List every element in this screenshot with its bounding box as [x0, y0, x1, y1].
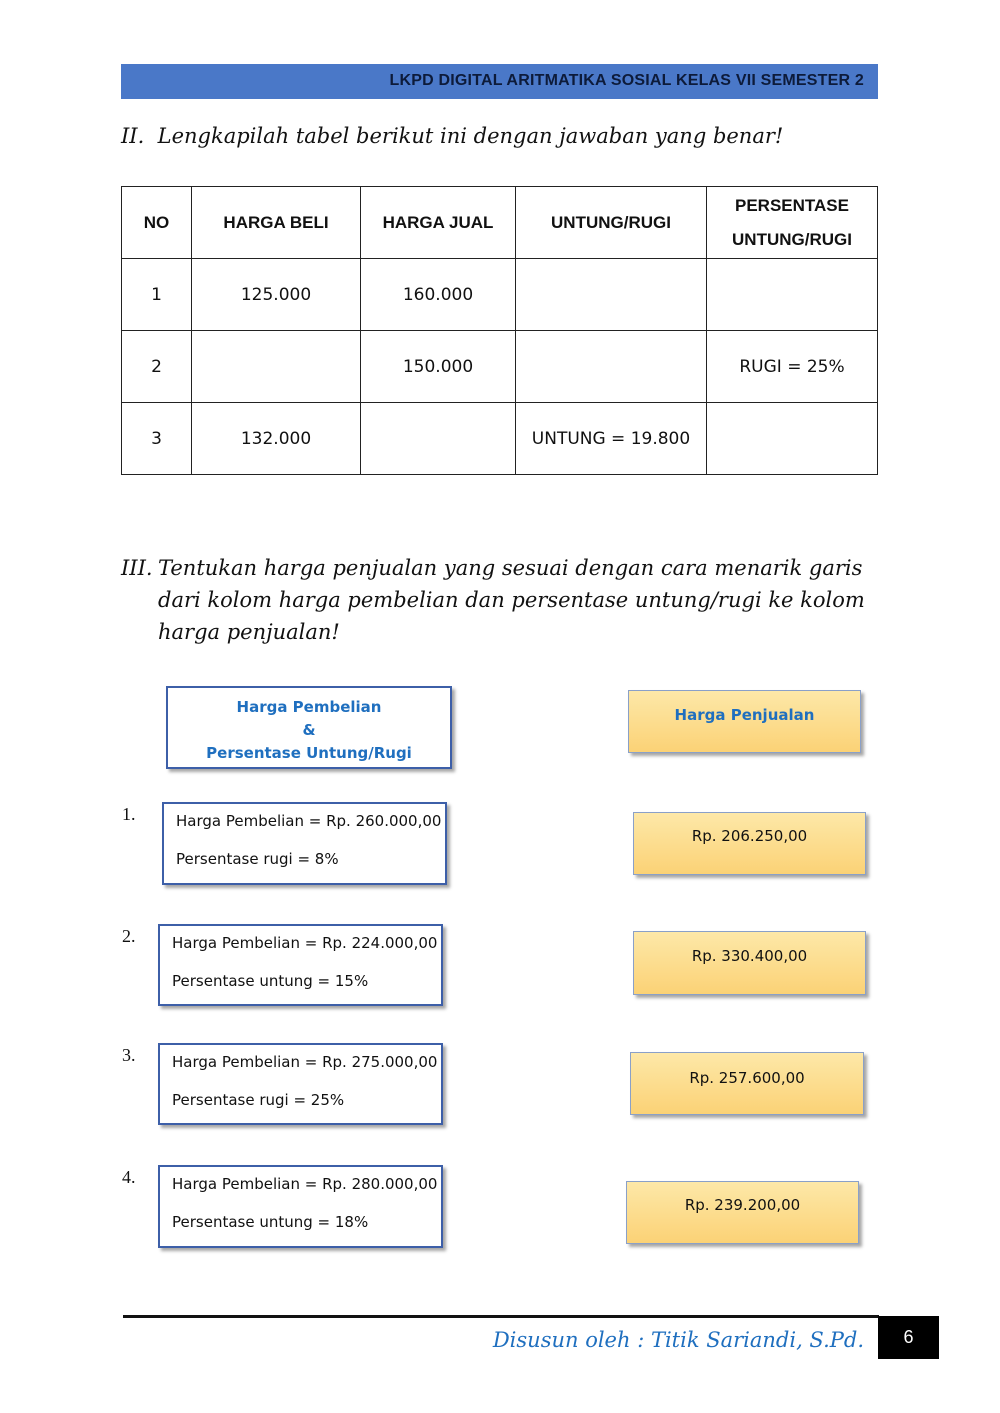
cell: 3: [122, 403, 192, 475]
purchase-box-1[interactable]: [162, 802, 447, 885]
table-header-row: [122, 187, 878, 259]
answer-cell[interactable]: [707, 403, 878, 475]
purchase-header-box: [166, 686, 452, 769]
cell: 2: [122, 331, 192, 403]
section-3-line: Tentukan harga penjualan yang sesuai dengan cara menarik garis: [158, 556, 863, 580]
percentage: Persentase untung = 18%: [172, 1213, 369, 1231]
col-harga-beli: HARGA BELI: [192, 187, 361, 259]
cell: 160.000: [361, 259, 516, 331]
footer-divider: [123, 1315, 879, 1318]
item-number: 1.: [122, 804, 136, 824]
answer-cell[interactable]: [516, 331, 707, 403]
answer-cell[interactable]: [707, 259, 878, 331]
table-row: [122, 259, 878, 331]
purchase-header-line: Persentase Untung/Rugi: [206, 744, 412, 762]
purchase-header-line: &: [302, 721, 316, 739]
purchase-box-2[interactable]: [158, 924, 443, 1006]
col-persentase-line1: PERSENTASE: [735, 195, 849, 215]
col-persentase-line2: UNTUNG/RUGI: [732, 229, 852, 249]
purchase-price: Harga Pembelian = Rp. 275.000,00: [172, 1053, 438, 1071]
section-3-line: dari kolom harga pembelian dan persentase untung/rugi ke kolom: [158, 588, 865, 612]
percentage: Persentase rugi = 25%: [172, 1091, 345, 1109]
page-number: 6: [878, 1316, 939, 1359]
col-persentase: [707, 187, 878, 259]
answer-table: [121, 186, 878, 475]
section-2-title: [121, 120, 783, 152]
answer-box-2[interactable]: Rp. 330.400,00: [633, 931, 866, 995]
answer-box-4[interactable]: Rp. 239.200,00: [626, 1181, 859, 1244]
purchase-price: Harga Pembelian = Rp. 260.000,00: [176, 812, 442, 830]
answer-cell[interactable]: [361, 403, 516, 475]
header-bar: [121, 64, 878, 99]
section-2-text: Lengkapilah tabel berikut ini dengan jawaban yang benar!: [157, 124, 784, 148]
purchase-box-3[interactable]: [158, 1043, 443, 1125]
percentage: Persentase untung = 15%: [172, 972, 369, 990]
section-3-number: III.: [121, 556, 153, 580]
cell: 150.000: [361, 331, 516, 403]
col-untung-rugi: UNTUNG/RUGI: [516, 187, 707, 259]
footer-author: Disusun oleh : Titik Sariandi, S.Pd.: [492, 1328, 864, 1352]
col-no: NO: [122, 187, 192, 259]
cell: 1: [122, 259, 192, 331]
purchase-price: Harga Pembelian = Rp. 280.000,00: [172, 1175, 438, 1193]
item-number: 3.: [122, 1045, 136, 1065]
purchase-box-4[interactable]: [158, 1165, 443, 1248]
col-harga-jual: HARGA JUAL: [361, 187, 516, 259]
selling-header-box: Harga Penjualan: [628, 690, 861, 753]
cell: RUGI = 25%: [707, 331, 878, 403]
purchase-price: Harga Pembelian = Rp. 224.000,00: [172, 934, 438, 952]
answer-box-3[interactable]: Rp. 257.600,00: [630, 1052, 864, 1115]
item-number: 4.: [122, 1167, 136, 1187]
table-row: [122, 331, 878, 403]
section-3-line: harga penjualan!: [158, 620, 340, 644]
header-title: LKPD DIGITAL ARITMATIKA SOSIAL KELAS VII SEMESTER 2: [389, 72, 864, 89]
cell: UNTUNG = 19.800: [516, 403, 707, 475]
answer-cell[interactable]: [516, 259, 707, 331]
cell: 132.000: [192, 403, 361, 475]
purchase-header-line: Harga Pembelian: [236, 698, 382, 716]
item-number: 2.: [122, 926, 136, 946]
section-2-number: II.: [121, 124, 145, 148]
answer-cell[interactable]: [192, 331, 361, 403]
answer-box-1[interactable]: Rp. 206.250,00: [633, 812, 866, 875]
table-row: [122, 403, 878, 475]
cell: 125.000: [192, 259, 361, 331]
percentage: Persentase rugi = 8%: [176, 850, 339, 868]
